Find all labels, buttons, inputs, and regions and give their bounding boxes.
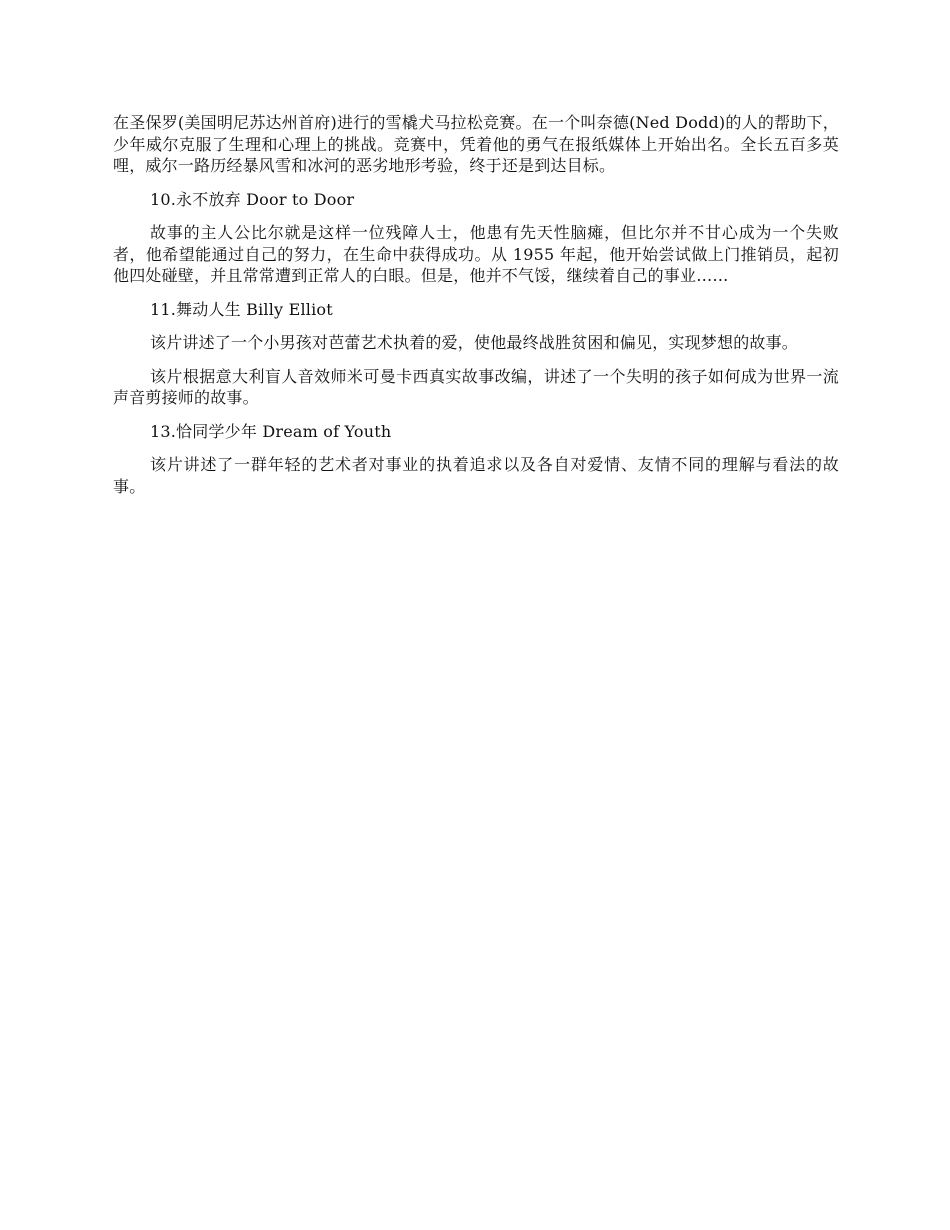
document-body (113, 112, 839, 509)
paragraph-dream-of-youth: 该片讲述了一群年轻的艺术者对事业的执着追求以及各自对爱情、友情不同的理解与看法的故事。 (113, 455, 839, 496)
paragraph-door-to-door: 故事的主人公比尔就是这样一位残障人士，他患有先天性脑瘫，但比尔并不甘心成为一个失败者，他希望能通过自己的努力，在生命中获得成功。从 1955 年起，他开始尝试做上门推销员，起初他四处碰壁，并且常常遭到正常人的白眼。但是，他并不气馁，继续着自己的事业…… (113, 223, 839, 285)
paragraph-iditarod-story: 在圣保罗(美国明尼苏达州首府)进行的雪橇犬马拉松竞赛。在一个叫奈德(Ned Dodd)的人的帮助下，少年威尔克服了生理和心理上的挑战。竞赛中，凭着他的勇气在报纸媒体上开始出名。全长五百多英哩，威尔一路历经暴风雪和冰河的恶劣地形考验，终于还是到达目标。 (113, 113, 839, 175)
paragraph-billy-elliot: 该片讲述了一个小男孩对芭蕾艺术执着的爱，使他最终战胜贫困和偏见，实现梦想的故事。 (150, 333, 799, 352)
heading-dream-of-youth: 13.恰同学少年 Dream of Youth (150, 421, 392, 441)
paragraph-blind-sound-editor: 该片根据意大利盲人音效师米可曼卡西真实故事改编，讲述了一个失明的孩子如何成为世界一流声音剪接师的故事。 (113, 366, 839, 407)
heading-door-to-door: 10.永不放弃 Door to Door (150, 189, 355, 209)
heading-billy-elliot: 11.舞动人生 Billy Elliot (150, 299, 333, 319)
